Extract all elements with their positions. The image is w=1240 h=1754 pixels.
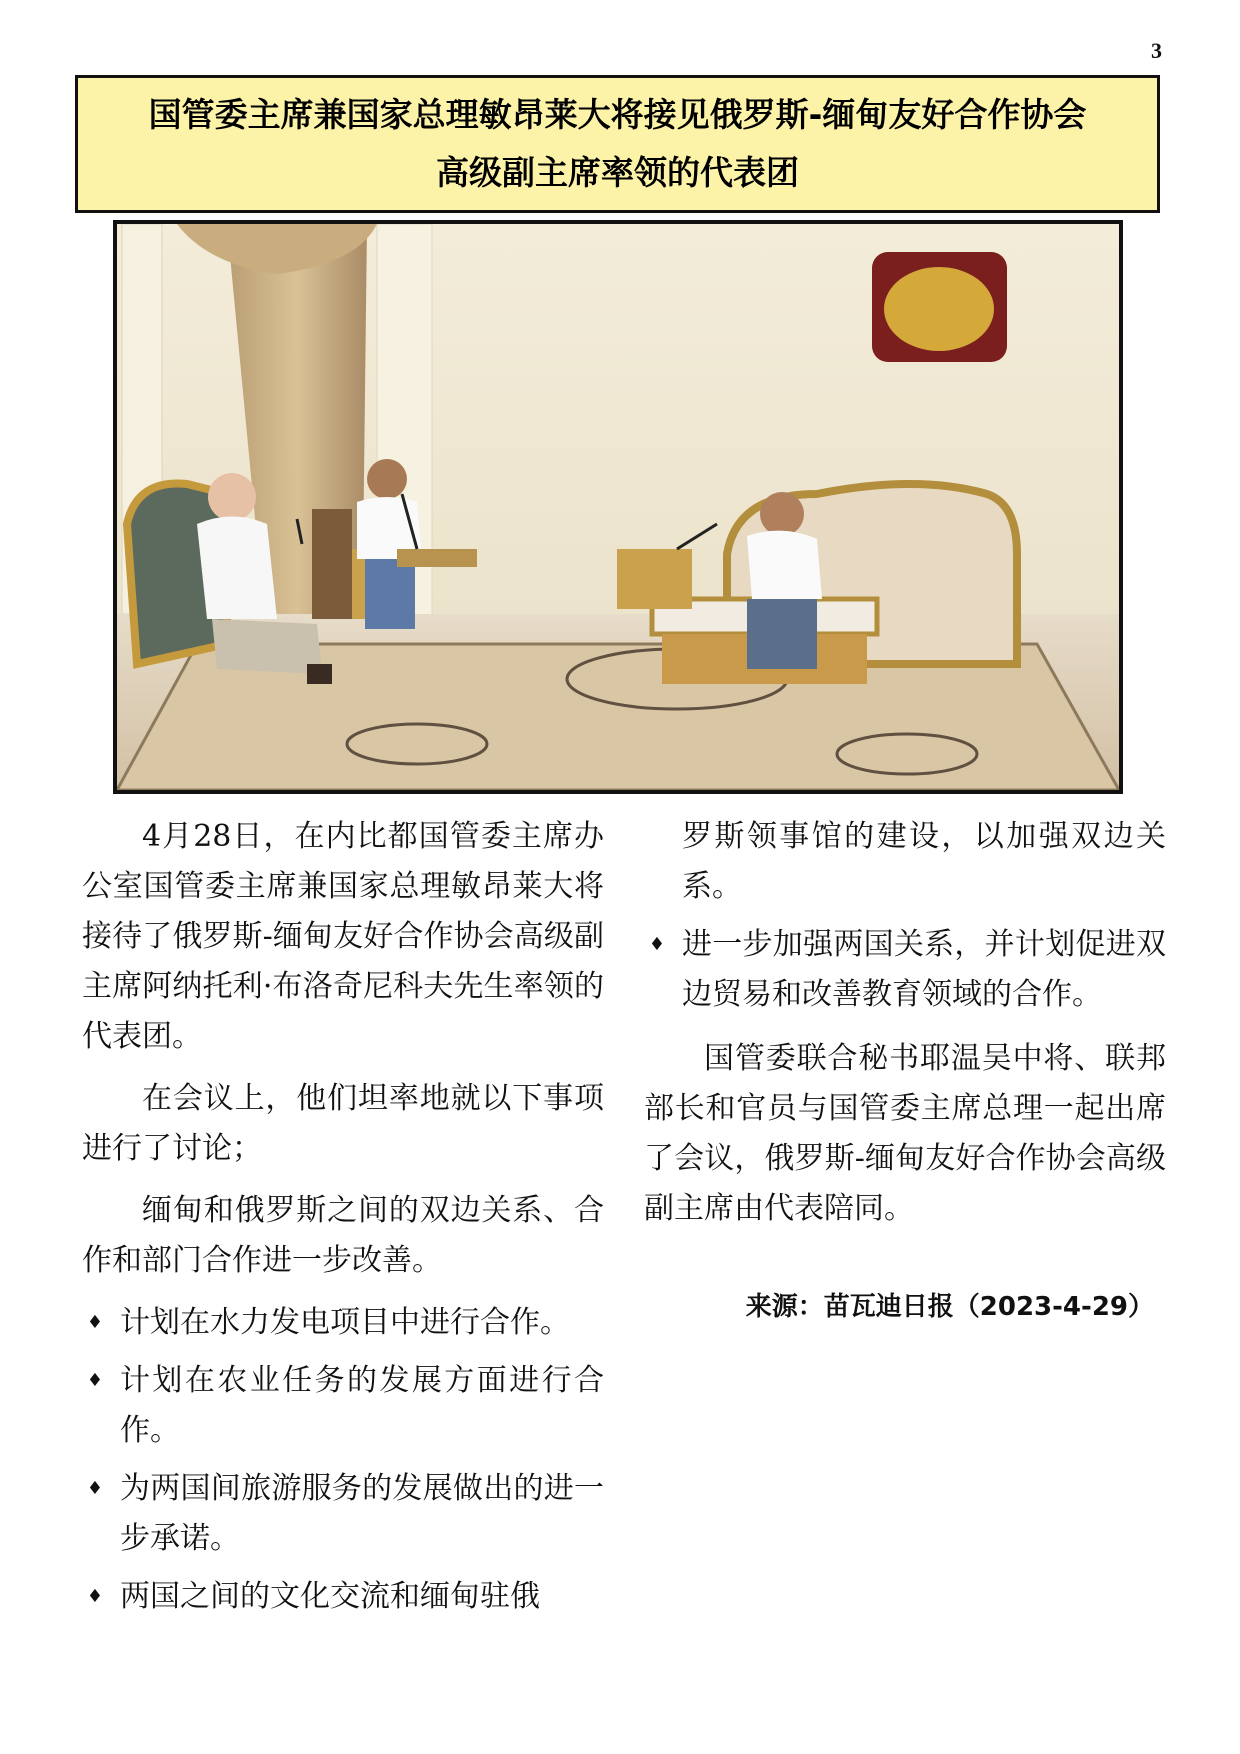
- article-paragraph-4: 国管委联合秘书耶温吴中将、联邦部长和官员与国管委主席总理一起出席了会议，俄罗斯-缅甸友好合作协会高级副主席由代表陪同。: [644, 1041, 1166, 1226]
- list-item: [644, 812, 1166, 912]
- headline-box: [75, 75, 1160, 213]
- list-item: [82, 1572, 604, 1622]
- bullet-text: 两国之间的文化交流和缅甸驻俄: [120, 1579, 540, 1614]
- bullet-text: 计划在农业任务的发展方面进行合作。: [120, 1363, 604, 1448]
- diamond-bullet-icon: ♦: [86, 1478, 104, 1499]
- source-credit: 来源：苗瓦迪日报（2023-4-29）: [745, 1292, 1154, 1322]
- page-number: 3: [1151, 38, 1162, 63]
- meeting-photo-illustration: [117, 224, 1119, 790]
- list-item: [82, 1356, 604, 1456]
- diamond-bullet-icon: ♦: [648, 934, 666, 955]
- article-paragraph-3: 缅甸和俄罗斯之间的双边关系、合作和部门合作进一步改善。: [82, 1193, 604, 1278]
- right-column: [644, 812, 1166, 1332]
- bullet-text: 计划在水力发电项目中进行合作。: [120, 1305, 570, 1340]
- diamond-bullet-icon: ♦: [86, 1586, 104, 1607]
- headline-line-1: 国管委主席兼国家总理敏昂莱大将接见俄罗斯-缅甸友好合作协会: [148, 95, 1087, 134]
- bullet-text: 罗斯领事馆的建设，以加强双边关系。: [682, 819, 1166, 904]
- list-item: [82, 1464, 604, 1564]
- discussion-bullet-list-continued: [644, 812, 1166, 1020]
- list-item: [82, 1298, 604, 1348]
- headline-line-2: 高级副主席率领的代表团: [436, 153, 799, 192]
- article-paragraph-1: 4月28日，在内比都国管委主席办公室国管委主席兼国家总理敏昂莱大将接待了俄罗斯-缅甸友好合作协会高级副主席阿纳托利·布洛奇尼科夫先生率领的代表团。: [82, 819, 604, 1054]
- left-column: [82, 812, 604, 1630]
- article-paragraph-2: 在会议上，他们坦率地就以下事项进行了讨论；: [82, 1081, 604, 1166]
- bullet-text: 为两国间旅游服务的发展做出的进一步承诺。: [120, 1471, 604, 1556]
- list-item: [644, 920, 1166, 1020]
- meeting-photo: [113, 220, 1123, 794]
- bullet-text: 进一步加强两国关系，并计划促进双边贸易和改善教育领域的合作。: [682, 927, 1166, 1012]
- diamond-bullet-icon: ♦: [86, 1370, 104, 1391]
- diamond-bullet-icon: ♦: [86, 1312, 104, 1333]
- discussion-bullet-list: [82, 1298, 604, 1622]
